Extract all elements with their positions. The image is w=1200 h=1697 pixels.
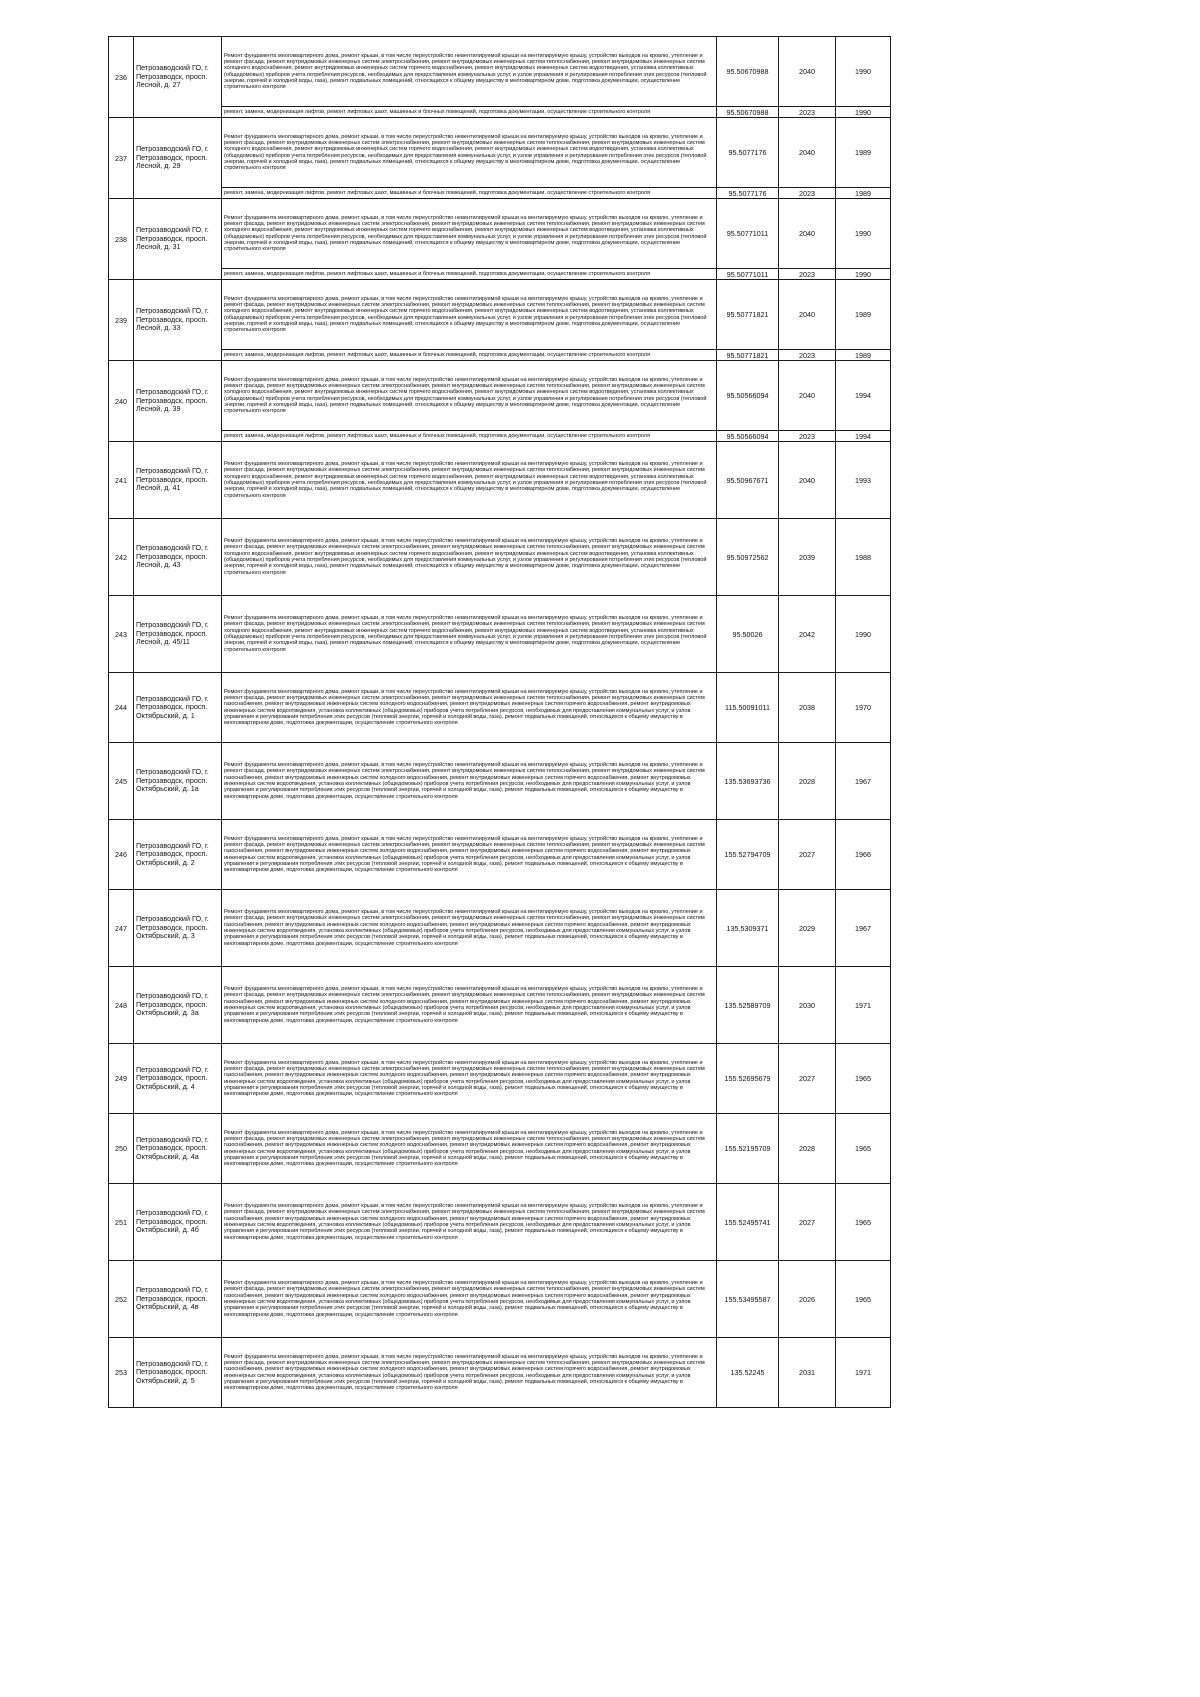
address-cell xyxy=(134,37,222,118)
row-number: 250 xyxy=(109,1114,134,1184)
lift-planned-year: 2023 xyxy=(779,269,836,280)
table-row xyxy=(109,519,891,596)
work-description: Ремонт фундамента многоквартирного дома, ремонт крыши, в том числе переустройство невентилируемой крыши на вентилируемую крышу, устройство выходов на кровлю, утепление и ремонт фасада, ремонт внутридомовых инженерных систем электроснабжения, ремонт внутридомовых инженерных систем теплоснабжения, ремонт внутридомовых инженерных систем холодного водоснабжения, ремонт внутридомовых инженерных систем горячего водоснабжения, ремонт внутридомовых инженерных систем водоотведения, установка коллективных (общедомовых) приборов учета потребления ресурсов, необходимых для предоставления коммунальных услуг, и узлов управления и регулирования потребления этих ресурсов (тепловой энергии, горячей и холодной воды, газа), ремонт подвальных помещений, относящихся к общему имуществу в многоквартирном доме, подготовка документации, осуществление строительного контроля xyxy=(222,442,717,519)
planned-year: 2029 xyxy=(779,890,836,967)
row-number: 239 xyxy=(109,280,134,361)
address-line: Лесной, д. 43 xyxy=(136,560,181,570)
work-description: Ремонт фундамента многоквартирного дома, ремонт крыши, в том числе переустройство невентилируемой крыши на вентилируемую крышу, устройство выходов на кровлю, утепление и ремонт фасада, ремонт внутридомовых инженерных систем электроснабжения, ремонт внутридомовых инженерных систем теплоснабжения, ремонт внутридомовых инженерных систем холодного водоснабжения, ремонт внутридомовых инженерных систем горячего водоснабжения, ремонт внутридомовых инженерных систем водоотведения, установка коллективных (общедомовых) приборов учета потребления ресурсов, необходимых для предоставления коммунальных услуг, и узлов управления и регулирования потребления этих ресурсов (тепловой энергии, горячей и холодной воды, газа), ремонт подвальных помещений, относящихся к общему имуществу в многоквартирном доме, подготовка документации, осуществление строительного контроля xyxy=(222,280,717,350)
planned-year: 2040 xyxy=(779,199,836,269)
address-line: Петрозаводский ГО, г. xyxy=(136,1358,209,1368)
lift-planned-year: 2023 xyxy=(779,188,836,199)
address-cell xyxy=(134,361,222,442)
build-year: 1990 xyxy=(836,199,891,269)
table-row xyxy=(109,1184,891,1261)
address-line: Петрозаводск, просп. xyxy=(136,551,208,561)
address-line: Петрозаводск, просп. xyxy=(136,1367,208,1377)
cost-value: 155.52695679 xyxy=(717,1044,779,1114)
address-cell xyxy=(134,743,222,820)
address-cell xyxy=(134,118,222,199)
planned-year: 2040 xyxy=(779,280,836,350)
cost-value: 135.5309371 xyxy=(717,890,779,967)
address-line: Лесной, д. 33 xyxy=(136,323,181,333)
row-number: 247 xyxy=(109,890,134,967)
planned-year: 2040 xyxy=(779,118,836,188)
cost-value: 95.50566094 xyxy=(717,361,779,431)
address-line: Октябрьский, д. 4б xyxy=(136,1225,199,1235)
work-description: Ремонт фундамента многоквартирного дома, ремонт крыши, в том числе переустройство невентилируемой крыши на вентилируемую крышу, устройство выходов на кровлю, утепление и ремонт фасада, ремонт внутридомовых инженерных систем электроснабжения, ремонт внутридомовых инженерных систем теплоснабжения, ремонт внутридомовых инженерных систем холодного водоснабжения, ремонт внутридомовых инженерных систем горячего водоснабжения, ремонт внутридомовых инженерных систем водоотведения, установка коллективных (общедомовых) приборов учета потребления ресурсов, необходимых для предоставления коммунальных услуг, и узлов управления и регулирования потребления этих ресурсов (тепловой энергии, горячей и холодной воды, газа), ремонт подвальных помещений, относящихся к общему имуществу в многоквартирном доме, подготовка документации, осуществление строительного контроля xyxy=(222,199,717,269)
table-row xyxy=(109,596,891,673)
address-line: Петрозаводский ГО, г. xyxy=(136,543,209,553)
work-description: Ремонт фундамента многоквартирного дома, ремонт крыши, в том числе переустройство невентилируемой крыши на вентилируемую крышу, устройство выходов на кровлю, утепление и ремонт фасада, ремонт внутридомовых инженерных систем электроснабжения, ремонт внутридомовых инженерных систем теплоснабжения, ремонт внутридомовых инженерных систем холодного водоснабжения, ремонт внутридомовых инженерных систем горячего водоснабжения, ремонт внутридомовых инженерных систем водоотведения, установка коллективных (общедомовых) приборов учета потребления ресурсов, необходимых для предоставления коммунальных услуг, и узлов управления и регулирования потребления этих ресурсов (тепловой энергии, горячей и холодной воды, газа), ремонт подвальных помещений, относящихся к общему имуществу в многоквартирном доме, подготовка документации, осуществление строительного контроля xyxy=(222,37,717,107)
planned-year: 2027 xyxy=(779,1044,836,1114)
address-line: Лесной, д. 29 xyxy=(136,161,181,171)
address-line: Петрозаводский ГО, г. xyxy=(136,466,209,476)
table-row-lift xyxy=(109,269,891,280)
lift-cost-value: 95.50771821 xyxy=(717,350,779,361)
planned-year: 2028 xyxy=(779,743,836,820)
lift-work-description: ремонт, замена, модернизация лифтов, ремонт лифтовых шахт, машинных и блочных помещений, подготовка документации, осуществление строительного контроля xyxy=(222,350,717,361)
build-year: 1989 xyxy=(836,280,891,350)
lift-work-description: ремонт, замена, модернизация лифтов, ремонт лифтовых шахт, машинных и блочных помещений, подготовка документации, осуществление строительного контроля xyxy=(222,269,717,280)
cost-value: 155.53495587 xyxy=(717,1261,779,1338)
planned-year: 2031 xyxy=(779,1338,836,1408)
address-cell xyxy=(134,890,222,967)
address-line: Петрозаводский ГО, г. xyxy=(136,387,209,397)
address-line: Лесной, д. 31 xyxy=(136,242,181,252)
lift-cost-value: 95.50670988 xyxy=(717,107,779,118)
build-year: 1965 xyxy=(836,1184,891,1261)
build-year: 1994 xyxy=(836,361,891,431)
address-cell xyxy=(134,1114,222,1184)
planned-year: 2040 xyxy=(779,442,836,519)
row-number: 249 xyxy=(109,1044,134,1114)
cost-value: 155.52495741 xyxy=(717,1184,779,1261)
cost-value: 95.50771011 xyxy=(717,199,779,269)
table-row xyxy=(109,673,891,743)
address-line: Октябрьский, д. 2 xyxy=(136,857,195,867)
lift-cost-value: 95.50566094 xyxy=(717,431,779,442)
build-year: 1970 xyxy=(836,673,891,743)
address-line: Октябрьский, д. 1 xyxy=(136,710,195,720)
address-line: Октябрьский, д. 5 xyxy=(136,1375,195,1385)
build-year: 1967 xyxy=(836,890,891,967)
address-line: Октябрьский, д. 4 xyxy=(136,1081,195,1091)
address-line: Лесной, д. 39 xyxy=(136,404,181,414)
planned-year: 2039 xyxy=(779,519,836,596)
address-line: Петрозаводский ГО, г. xyxy=(136,840,209,850)
address-line: Петрозаводский ГО, г. xyxy=(136,1134,209,1144)
lift-work-description: ремонт, замена, модернизация лифтов, ремонт лифтовых шахт, машинных и блочных помещений, подготовка документации, осуществление строительного контроля xyxy=(222,188,717,199)
cost-value: 95.50026 xyxy=(717,596,779,673)
address-line: Петрозаводск, просп. xyxy=(136,1143,208,1153)
lift-work-description: ремонт, замена, модернизация лифтов, ремонт лифтовых шахт, машинных и блочных помещений, подготовка документации, осуществление строительного контроля xyxy=(222,107,717,118)
address-line: Петрозаводский ГО, г. xyxy=(136,1208,209,1218)
cost-value: 155.52794709 xyxy=(717,820,779,890)
table-row-lift xyxy=(109,350,891,361)
table-row xyxy=(109,118,891,188)
table-row-lift xyxy=(109,431,891,442)
lift-build-year: 1989 xyxy=(836,350,891,361)
table-row xyxy=(109,280,891,350)
table-body xyxy=(109,37,891,1408)
address-line: Петрозаводский ГО, г. xyxy=(136,914,209,924)
work-description: Ремонт фундамента многоквартирного дома, ремонт крыши, в том числе переустройство невентилируемой крыши на вентилируемую крышу, устройство выходов на кровлю, утепление и ремонт фасада, ремонт внутридомовых инженерных систем электроснабжения, ремонт внутридомовых инженерных систем теплоснабжения, ремонт внутридомовых инженерных систем газоснабжения, ремонт внутридомовых инженерных систем холодного водоснабжения, ремонт внутридомовых инженерных систем горячего водоснабжения, ремонт внутридомовых инженерных систем водоотведения, установка коллективных (общедомовых) приборов учета потребления ресурсов, необходимых для предоставления коммунальных услуг, и узлов управления и регулирования потребления этих ресурсов (тепловой энергии, горячей и холодной воды, газа), ремонт подвальных помещений, относящихся к общему имуществу в многоквартирном доме, подготовка документации, осуществление строительного контроля xyxy=(222,890,717,967)
lift-build-year: 1990 xyxy=(836,107,891,118)
table-row xyxy=(109,967,891,1044)
work-description: Ремонт фундамента многоквартирного дома, ремонт крыши, в том числе переустройство невентилируемой крыши на вентилируемую крышу, устройство выходов на кровлю, утепление и ремонт фасада, ремонт внутридомовых инженерных систем электроснабжения, ремонт внутридомовых инженерных систем теплоснабжения, ремонт внутридомовых инженерных систем газоснабжения, ремонт внутридомовых инженерных систем холодного водоснабжения, ремонт внутридомовых инженерных систем горячего водоснабжения, ремонт внутридомовых инженерных систем водоотведения, установка коллективных (общедомовых) приборов учета потребления ресурсов, необходимых для предоставления коммунальных услуг, и узлов управления и регулирования потребления этих ресурсов (тепловой энергии, горячей и холодной воды, газа), ремонт подвальных помещений, относящихся к общему имуществу в многоквартирном доме, подготовка документации, осуществление строительного контроля xyxy=(222,1261,717,1338)
cost-value: 135.53693736 xyxy=(717,743,779,820)
cost-value: 115.50091011 xyxy=(717,673,779,743)
build-year: 1967 xyxy=(836,743,891,820)
address-line: Петрозаводский ГО, г. xyxy=(136,144,209,154)
work-description: Ремонт фундамента многоквартирного дома, ремонт крыши, в том числе переустройство невентилируемой крыши на вентилируемую крышу, устройство выходов на кровлю, утепление и ремонт фасада, ремонт внутридомовых инженерных систем электроснабжения, ремонт внутридомовых инженерных систем теплоснабжения, ремонт внутридомовых инженерных систем газоснабжения, ремонт внутридомовых инженерных систем холодного водоснабжения, ремонт внутридомовых инженерных систем горячего водоснабжения, ремонт внутридомовых инженерных систем водоотведения, установка коллективных (общедомовых) приборов учета потребления ресурсов, необходимых для предоставления коммунальных услуг, и узлов управления и регулирования потребления этих ресурсов (тепловой энергии, горячей и холодной воды, газа), ремонт подвальных помещений, относящихся к общему имуществу в многоквартирном доме, подготовка документации, осуществление строительного контроля xyxy=(222,743,717,820)
build-year: 1965 xyxy=(836,1044,891,1114)
address-line: Петрозаводский ГО, г. xyxy=(136,620,209,630)
planned-year: 2042 xyxy=(779,596,836,673)
work-description: Ремонт фундамента многоквартирного дома, ремонт крыши, в том числе переустройство невентилируемой крыши на вентилируемую крышу, устройство выходов на кровлю, утепление и ремонт фасада, ремонт внутридомовых инженерных систем электроснабжения, ремонт внутридомовых инженерных систем теплоснабжения, ремонт внутридомовых инженерных систем газоснабжения, ремонт внутридомовых инженерных систем холодного водоснабжения, ремонт внутридомовых инженерных систем горячего водоснабжения, ремонт внутридомовых инженерных систем водоотведения, установка коллективных (общедомовых) приборов учета потребления ресурсов, необходимых для предоставления коммунальных услуг, и узлов управления и регулирования потребления этих ресурсов (тепловой энергии, горячей и холодной воды, газа), ремонт подвальных помещений, относящихся к общему имуществу в многоквартирном доме, подготовка документации, осуществление строительного контроля xyxy=(222,820,717,890)
table-row xyxy=(109,1338,891,1408)
work-description: Ремонт фундамента многоквартирного дома, ремонт крыши, в том числе переустройство невентилируемой крыши на вентилируемую крышу, устройство выходов на кровлю, утепление и ремонт фасада, ремонт внутридомовых инженерных систем электроснабжения, ремонт внутридомовых инженерных систем теплоснабжения, ремонт внутридомовых инженерных систем холодного водоснабжения, ремонт внутридомовых инженерных систем горячего водоснабжения, ремонт внутридомовых инженерных систем водоотведения, установка коллективных (общедомовых) приборов учета потребления ресурсов, необходимых для предоставления коммунальных услуг, и узлов управления и регулирования потребления этих ресурсов (тепловой энергии, горячей и холодной воды, газа), ремонт подвальных помещений, относящихся к общему имуществу в многоквартирном доме, подготовка документации, осуществление строительного контроля xyxy=(222,519,717,596)
work-description: Ремонт фундамента многоквартирного дома, ремонт крыши, в том числе переустройство невентилируемой крыши на вентилируемую крышу, устройство выходов на кровлю, утепление и ремонт фасада, ремонт внутридомовых инженерных систем электроснабжения, ремонт внутридомовых инженерных систем теплоснабжения, ремонт внутридомовых инженерных систем газоснабжения, ремонт внутридомовых инженерных систем холодного водоснабжения, ремонт внутридомовых инженерных систем горячего водоснабжения, ремонт внутридомовых инженерных систем водоотведения, установка коллективных (общедомовых) приборов учета потребления ресурсов, необходимых для предоставления коммунальных услуг, и узлов управления и регулирования потребления этих ресурсов (тепловой энергии, горячей и холодной воды, газа), ремонт подвальных помещений, относящихся к общему имуществу в многоквартирном доме, подготовка документации, осуществление строительного контроля xyxy=(222,1114,717,1184)
build-year: 1971 xyxy=(836,967,891,1044)
lift-cost-value: 95.5077176 xyxy=(717,188,779,199)
planned-year: 2027 xyxy=(779,820,836,890)
planned-year: 2040 xyxy=(779,361,836,431)
address-cell xyxy=(134,280,222,361)
lift-build-year: 1989 xyxy=(836,188,891,199)
table-row xyxy=(109,890,891,967)
address-line: Петрозаводск, просп. xyxy=(136,1293,208,1303)
row-number: 238 xyxy=(109,199,134,280)
address-line: Петрозаводский ГО, г. xyxy=(136,1064,209,1074)
address-line: Петрозаводск, просп. xyxy=(136,775,208,785)
table-row xyxy=(109,1114,891,1184)
address-line: Лесной, д. 41 xyxy=(136,483,181,493)
address-line: Октябрьский, д. 4в xyxy=(136,1302,199,1312)
build-year: 1971 xyxy=(836,1338,891,1408)
address-line: Петрозаводск, просп. xyxy=(136,233,208,243)
table-row xyxy=(109,743,891,820)
repair-schedule-table xyxy=(108,36,891,1408)
table-row xyxy=(109,37,891,107)
cost-value: 95.5077176 xyxy=(717,118,779,188)
address-cell xyxy=(134,519,222,596)
work-description: Ремонт фундамента многоквартирного дома, ремонт крыши, в том числе переустройство невентилируемой крыши на вентилируемую крышу, устройство выходов на кровлю, утепление и ремонт фасада, ремонт внутридомовых инженерных систем электроснабжения, ремонт внутридомовых инженерных систем теплоснабжения, ремонт внутридомовых инженерных систем газоснабжения, ремонт внутридомовых инженерных систем холодного водоснабжения, ремонт внутридомовых инженерных систем горячего водоснабжения, ремонт внутридомовых инженерных систем водоотведения, установка коллективных (общедомовых) приборов учета потребления ресурсов, необходимых для предоставления коммунальных услуг, и узлов управления и регулирования потребления этих ресурсов (тепловой энергии, горячей и холодной воды, газа), ремонт подвальных помещений, относящихся к общему имуществу в многоквартирном доме, подготовка документации, осуществление строительного контроля xyxy=(222,673,717,743)
address-line: Октябрьский, д. 3а xyxy=(136,1008,199,1018)
table-row xyxy=(109,361,891,431)
address-line: Петрозаводский ГО, г. xyxy=(136,63,209,73)
work-description: Ремонт фундамента многоквартирного дома, ремонт крыши, в том числе переустройство невентилируемой крыши на вентилируемую крышу, устройство выходов на кровлю, утепление и ремонт фасада, ремонт внутридомовых инженерных систем электроснабжения, ремонт внутридомовых инженерных систем теплоснабжения, ремонт внутридомовых инженерных систем газоснабжения, ремонт внутридомовых инженерных систем холодного водоснабжения, ремонт внутридомовых инженерных систем горячего водоснабжения, ремонт внутридомовых инженерных систем водоотведения, установка коллективных (общедомовых) приборов учета потребления ресурсов, необходимых для предоставления коммунальных услуг, и узлов управления и регулирования потребления этих ресурсов (тепловой энергии, горячей и холодной воды, газа), ремонт подвальных помещений, относящихся к общему имуществу в многоквартирном доме, подготовка документации, осуществление строительного контроля xyxy=(222,1338,717,1408)
build-year: 1993 xyxy=(836,442,891,519)
build-year: 1990 xyxy=(836,596,891,673)
cost-value: 95.50972562 xyxy=(717,519,779,596)
address-cell xyxy=(134,1044,222,1114)
lift-planned-year: 2023 xyxy=(779,431,836,442)
build-year: 1990 xyxy=(836,37,891,107)
planned-year: 2026 xyxy=(779,1261,836,1338)
lift-planned-year: 2023 xyxy=(779,350,836,361)
lift-build-year: 1994 xyxy=(836,431,891,442)
work-description: Ремонт фундамента многоквартирного дома, ремонт крыши, в том числе переустройство невентилируемой крыши на вентилируемую крышу, устройство выходов на кровлю, утепление и ремонт фасада, ремонт внутридомовых инженерных систем электроснабжения, ремонт внутридомовых инженерных систем теплоснабжения, ремонт внутридомовых инженерных систем газоснабжения, ремонт внутридомовых инженерных систем холодного водоснабжения, ремонт внутридомовых инженерных систем горячего водоснабжения, ремонт внутридомовых инженерных систем водоотведения, установка коллективных (общедомовых) приборов учета потребления ресурсов, необходимых для предоставления коммунальных услуг, и узлов управления и регулирования потребления этих ресурсов (тепловой энергии, горячей и холодной воды, газа), ремонт подвальных помещений, относящихся к общему имуществу в многоквартирном доме, подготовка документации, осуществление строительного контроля xyxy=(222,1044,717,1114)
cost-value: 155.52195709 xyxy=(717,1114,779,1184)
planned-year: 2028 xyxy=(779,1114,836,1184)
cost-value: 135.52245 xyxy=(717,1338,779,1408)
row-number: 251 xyxy=(109,1184,134,1261)
work-description: Ремонт фундамента многоквартирного дома, ремонт крыши, в том числе переустройство невентилируемой крыши на вентилируемую крышу, устройство выходов на кровлю, утепление и ремонт фасада, ремонт внутридомовых инженерных систем электроснабжения, ремонт внутридомовых инженерных систем теплоснабжения, ремонт внутридомовых инженерных систем газоснабжения, ремонт внутридомовых инженерных систем холодного водоснабжения, ремонт внутридомовых инженерных систем горячего водоснабжения, ремонт внутридомовых инженерных систем водоотведения, установка коллективных (общедомовых) приборов учета потребления ресурсов, необходимых для предоставления коммунальных услуг, и узлов управления и регулирования потребления этих ресурсов (тепловой энергии, горячей и холодной воды, газа), ремонт подвальных помещений, относящихся к общему имуществу в многоквартирном доме, подготовка документации, осуществление строительного контроля xyxy=(222,1184,717,1261)
address-line: Лесной, д. 27 xyxy=(136,80,181,90)
address-cell xyxy=(134,1338,222,1408)
row-number: 244 xyxy=(109,673,134,743)
row-number: 241 xyxy=(109,442,134,519)
address-line: Петрозаводский ГО, г. xyxy=(136,991,209,1001)
row-number: 248 xyxy=(109,967,134,1044)
table-row-lift xyxy=(109,188,891,199)
address-line: Петрозаводск, просп. xyxy=(136,702,208,712)
address-line: Лесной, д. 45/11 xyxy=(136,637,190,647)
address-line: Октябрьский, д. 1а xyxy=(136,784,199,794)
build-year: 1965 xyxy=(836,1114,891,1184)
address-cell xyxy=(134,1261,222,1338)
cost-value: 135.52589709 xyxy=(717,967,779,1044)
row-number: 236 xyxy=(109,37,134,118)
address-line: Октябрьский, д. 3 xyxy=(136,931,195,941)
table-row xyxy=(109,1261,891,1338)
address-line: Петрозаводский ГО, г. xyxy=(136,693,209,703)
lift-cost-value: 95.50771011 xyxy=(717,269,779,280)
address-cell xyxy=(134,673,222,743)
lift-planned-year: 2023 xyxy=(779,107,836,118)
table-row xyxy=(109,442,891,519)
planned-year: 2027 xyxy=(779,1184,836,1261)
build-year: 1965 xyxy=(836,1261,891,1338)
build-year: 1966 xyxy=(836,820,891,890)
work-description: Ремонт фундамента многоквартирного дома, ремонт крыши, в том числе переустройство невентилируемой крыши на вентилируемую крышу, устройство выходов на кровлю, утепление и ремонт фасада, ремонт внутридомовых инженерных систем электроснабжения, ремонт внутридомовых инженерных систем теплоснабжения, ремонт внутридомовых инженерных систем холодного водоснабжения, ремонт внутридомовых инженерных систем горячего водоснабжения, ремонт внутридомовых инженерных систем водоотведения, установка коллективных (общедомовых) приборов учета потребления ресурсов, необходимых для предоставления коммунальных услуг, и узлов управления и регулирования потребления этих ресурсов (тепловой энергии, горячей и холодной воды, газа), ремонт подвальных помещений, относящихся к общему имуществу в многоквартирном доме, подготовка документации, осуществление строительного контроля xyxy=(222,361,717,431)
address-cell xyxy=(134,1184,222,1261)
planned-year: 2038 xyxy=(779,673,836,743)
cost-value: 95.50670988 xyxy=(717,37,779,107)
address-line: Петрозаводск, просп. xyxy=(136,1073,208,1083)
address-line: Петрозаводск, просп. xyxy=(136,849,208,859)
work-description: Ремонт фундамента многоквартирного дома, ремонт крыши, в том числе переустройство невентилируемой крыши на вентилируемую крышу, устройство выходов на кровлю, утепление и ремонт фасада, ремонт внутридомовых инженерных систем электроснабжения, ремонт внутридомовых инженерных систем теплоснабжения, ремонт внутридомовых инженерных систем газоснабжения, ремонт внутридомовых инженерных систем холодного водоснабжения, ремонт внутридомовых инженерных систем горячего водоснабжения, ремонт внутридомовых инженерных систем водоотведения, установка коллективных (общедомовых) приборов учета потребления ресурсов, необходимых для предоставления коммунальных услуг, и узлов управления и регулирования потребления этих ресурсов (тепловой энергии, горячей и холодной воды, газа), ремонт подвальных помещений, относящихся к общему имуществу в многоквартирном доме, подготовка документации, осуществление строительного контроля xyxy=(222,967,717,1044)
cost-value: 95.50771821 xyxy=(717,280,779,350)
table-row-lift xyxy=(109,107,891,118)
row-number: 245 xyxy=(109,743,134,820)
work-description: Ремонт фундамента многоквартирного дома, ремонт крыши, в том числе переустройство невентилируемой крыши на вентилируемую крышу, устройство выходов на кровлю, утепление и ремонт фасада, ремонт внутридомовых инженерных систем электроснабжения, ремонт внутридомовых инженерных систем теплоснабжения, ремонт внутридомовых инженерных систем холодного водоснабжения, ремонт внутридомовых инженерных систем горячего водоснабжения, ремонт внутридомовых инженерных систем водоотведения, установка коллективных (общедомовых) приборов учета потребления ресурсов, необходимых для предоставления коммунальных услуг, и узлов управления и регулирования потребления этих ресурсов (тепловой энергии, горячей и холодной воды, газа), ремонт подвальных помещений, относящихся к общему имуществу в многоквартирном доме, подготовка документации, осуществление строительного контроля xyxy=(222,596,717,673)
row-number: 242 xyxy=(109,519,134,596)
row-number: 240 xyxy=(109,361,134,442)
work-description: Ремонт фундамента многоквартирного дома, ремонт крыши, в том числе переустройство невентилируемой крыши на вентилируемую крышу, устройство выходов на кровлю, утепление и ремонт фасада, ремонт внутридомовых инженерных систем электроснабжения, ремонт внутридомовых инженерных систем теплоснабжения, ремонт внутридомовых инженерных систем холодного водоснабжения, ремонт внутридомовых инженерных систем горячего водоснабжения, ремонт внутридомовых инженерных систем водоотведения, установка коллективных (общедомовых) приборов учета потребления ресурсов, необходимых для предоставления коммунальных услуг, и узлов управления и регулирования потребления этих ресурсов (тепловой энергии, горячей и холодной воды, газа), ремонт подвальных помещений, относящихся к общему имуществу в многоквартирном доме, подготовка документации, осуществление строительного контроля xyxy=(222,118,717,188)
address-line: Петрозаводский ГО, г. xyxy=(136,306,209,316)
planned-year: 2030 xyxy=(779,967,836,1044)
table-row xyxy=(109,820,891,890)
address-line: Петрозаводск, просп. xyxy=(136,1216,208,1226)
address-line: Петрозаводск, просп. xyxy=(136,628,208,638)
address-cell xyxy=(134,967,222,1044)
address-line: Петрозаводский ГО, г. xyxy=(136,767,209,777)
address-line: Петрозаводск, просп. xyxy=(136,152,208,162)
cost-value: 95.50967671 xyxy=(717,442,779,519)
address-line: Петрозаводск, просп. xyxy=(136,314,208,324)
table-row xyxy=(109,199,891,269)
address-cell xyxy=(134,442,222,519)
address-line: Петрозаводск, просп. xyxy=(136,474,208,484)
address-line: Петрозаводск, просп. xyxy=(136,922,208,932)
row-number: 252 xyxy=(109,1261,134,1338)
row-number: 253 xyxy=(109,1338,134,1408)
address-cell xyxy=(134,596,222,673)
planned-year: 2040 xyxy=(779,37,836,107)
address-cell xyxy=(134,199,222,280)
row-number: 237 xyxy=(109,118,134,199)
address-line: Петрозаводский ГО, г. xyxy=(136,225,209,235)
address-line: Петрозаводск, просп. xyxy=(136,71,208,81)
address-line: Петрозаводский ГО, г. xyxy=(136,1285,209,1295)
build-year: 1989 xyxy=(836,118,891,188)
build-year: 1988 xyxy=(836,519,891,596)
lift-build-year: 1990 xyxy=(836,269,891,280)
row-number: 243 xyxy=(109,596,134,673)
address-line: Октябрьский, д. 4а xyxy=(136,1151,199,1161)
address-line: Петрозаводск, просп. xyxy=(136,395,208,405)
row-number: 246 xyxy=(109,820,134,890)
table-row xyxy=(109,1044,891,1114)
lift-work-description: ремонт, замена, модернизация лифтов, ремонт лифтовых шахт, машинных и блочных помещений, подготовка документации, осуществление строительного контроля xyxy=(222,431,717,442)
address-cell xyxy=(134,820,222,890)
address-line: Петрозаводск, просп. xyxy=(136,999,208,1009)
